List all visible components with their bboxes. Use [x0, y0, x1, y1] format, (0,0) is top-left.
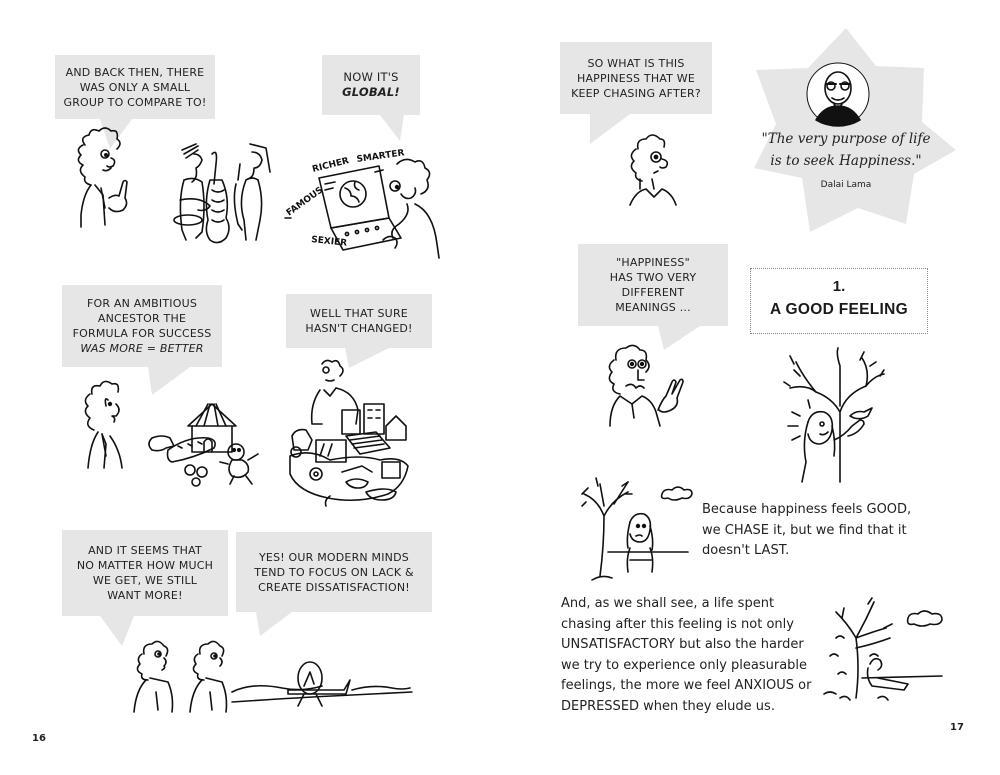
section-heading — [750, 268, 928, 334]
speech-bubble-want-more: AND IT SEEMS THAT NO MATTER HOW MUCH WE GET, WE STILL WANT MORE! — [62, 530, 228, 616]
girl-with-bird-under-tree-illustration — [770, 346, 888, 482]
bubble-tail — [148, 367, 190, 395]
page-number-left: 16 — [32, 733, 46, 744]
man-with-pile-of-possessions-illustration — [286, 356, 414, 506]
speech-bubble-global: NOW IT'S GLOBAL! — [322, 55, 420, 115]
curly-haired-man-surprised-illustration — [622, 135, 682, 215]
curly-haired-man-pointing-illustration — [65, 130, 145, 230]
label-famous: FAMOUS — [284, 185, 326, 219]
label-smarter: SMARTER — [356, 148, 406, 165]
paragraph-anxious-depressed: And, as we shall see, a life spent chasing after this feeling is not only UNSATISFACTORY but also the harder we try to experience only pleasurable feelings, the more we feel ANXIOUS or DEPRESSED when they elude us. — [561, 596, 812, 714]
quote-author: Dalai Lama — [820, 180, 872, 190]
girl-sitting-under-leafless-tree-illustration — [822, 598, 962, 708]
bubble-tail — [256, 612, 292, 636]
hut-club-meat-baby-illustration — [148, 398, 266, 494]
section-number: 1. — [832, 278, 846, 295]
speech-bubble-focus-on-lack: YES! OUR MODERN MINDS TEND TO FOCUS ON LACK & CREATE DISSATISFACTION! — [236, 532, 432, 612]
man-with-two-fingers-illustration — [596, 346, 696, 428]
two-men-looking-right-illustration — [130, 640, 240, 714]
speech-bubble-two-meanings: "HAPPINESS" HAS TWO VERY DIFFERENT MEANINGS ... — [578, 244, 728, 326]
man-at-laptop-illustration — [285, 148, 445, 260]
quote-text: "The very purpose of life is to seek Happiness." — [761, 131, 931, 169]
speech-bubble-back-then: AND BACK THEN, THERE WAS ONLY A SMALL GROUP TO COMPARE TO! — [55, 55, 215, 119]
bubble-tail — [380, 115, 404, 141]
speech-bubble-ambitious-ancestor: FOR AN AMBITIOUS ANCESTOR THE FORMULA FOR SUCCESS WAS MORE = BETTER — [62, 285, 222, 367]
speech-bubble-hasnt-changed: WELL THAT SURE HASN'T CHANGED! — [286, 294, 432, 348]
paragraph-chase-good-feeling: Because happiness feels GOOD, we CHASE it, but we find that it doesn't LAST. — [702, 502, 912, 558]
label-sexier: SEXIER — [310, 235, 348, 249]
speech-bubble-what-is-happiness: SO WHAT IS THIS HAPPINESS THAT WE KEEP CHASING AFTER? — [560, 42, 712, 114]
section-title: A GOOD FEELING — [770, 301, 908, 318]
girl-under-tree-with-cloud-illustration — [578, 476, 698, 580]
label-richer: RICHER — [311, 156, 351, 175]
cavemen-with-tiger-skin-illustration — [172, 140, 282, 248]
bubble-tail — [100, 616, 134, 646]
horizon-with-plane-illustration — [232, 660, 412, 712]
dalai-lama-portrait — [806, 62, 870, 126]
page-number-right: 17 — [950, 722, 964, 733]
curly-haired-man-talking-illustration — [78, 382, 138, 474]
